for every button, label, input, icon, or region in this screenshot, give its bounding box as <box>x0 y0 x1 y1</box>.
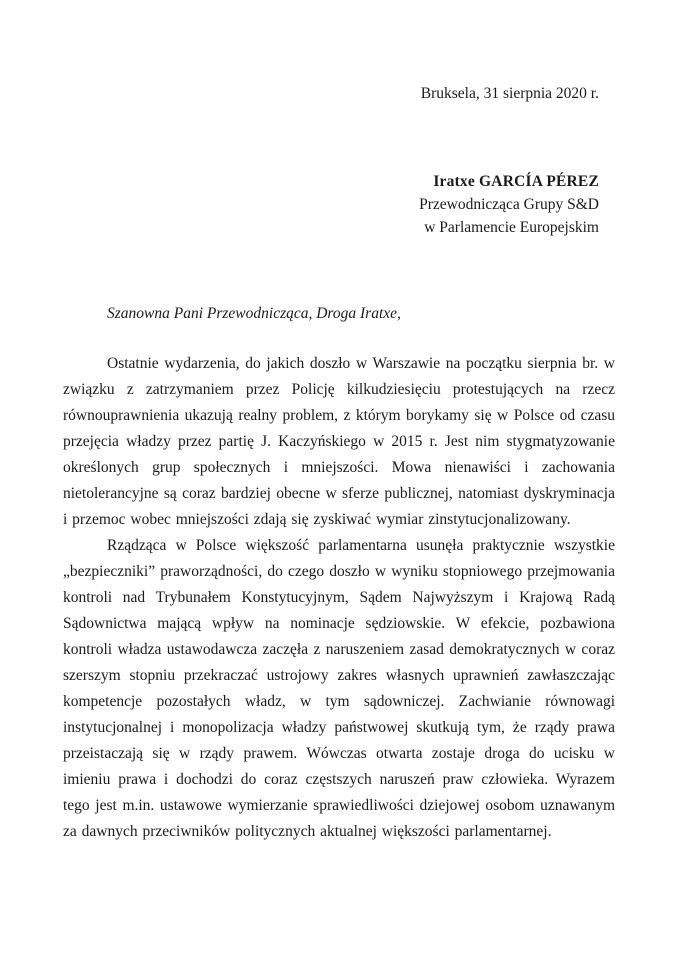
letter-body <box>63 301 615 845</box>
salutation-line: Szanowna Pani Przewodnicząca, Droga Iratxe, <box>107 305 401 322</box>
recipient-title: Przewodnicząca Grupy S&D <box>419 196 599 213</box>
body-paragraph-2: Rządząca w Polsce większość parlamentarna usunęła praktycznie wszystkie „bezpieczniki” praworządności, do czego doszło w wyniku stopniowego przejmowania kontroli nad Trybunałem Konstytucyjnym, Sądem Najwyższym i Krajową Radą Sądownictwa mającą wpływ na nominacje sędziowskie. W efekcie, pozbawiona kontroli władza ustawodawcza zaczęła z naruszeniem zasad demokratycznych w coraz szerszym stopniu przekraczać ustrojowy zakres własnych uprawnień zawłaszczając kompetencje pozostałych władz, w tym sądowniczej. Zachwianie równowagi instytucjonalnej i monopolizacja władzy państwowej skutkują tym, że rządy prawa przeistaczają się w rządy prawem. Wówczas otwarta zostaje droga do ucisku w imieniu prawa i dochodzi do coraz częstszych naruszeń praw człowieka. Wyrazem tego jest m.in. ustawowe wymierzanie sprawiedliwości dziejowej osobom uznawanym za dawnych przeciwników politycznych aktualnej większości parlamentarnej. <box>63 537 615 840</box>
recipient-name: Iratxe GARCÍA PÉREZ <box>433 173 599 190</box>
recipient-organization: w Parlamencie Europejskim <box>424 219 599 236</box>
recipient-block <box>0 170 599 239</box>
body-paragraph-1: Ostatnie wydarzenia, do jakich doszło w Warszawie na początku sierpnia br. w związku z zatrzymaniem przez Policję kilkudziesięciu protestujących na rzecz równouprawnienia ukazują realny problem, z którym borykamy się w Polsce od czasu przejęcia władzy przez partię J. Kaczyńskiego w 2015 r. Jest nim stygmatyzowanie określonych grup społecznych i mniejszości. Mowa nienawiści i zachowania nietolerancyjne są coraz bardziej obecne w sferze publicznej, natomiast dyskryminacja i przemoc wobec mniejszości zdają się zyskiwać wymiar zinstytucjonalizowany. <box>63 355 615 528</box>
place-and-date-line: Bruksela, 31 sierpnia 2020 r. <box>420 85 599 102</box>
